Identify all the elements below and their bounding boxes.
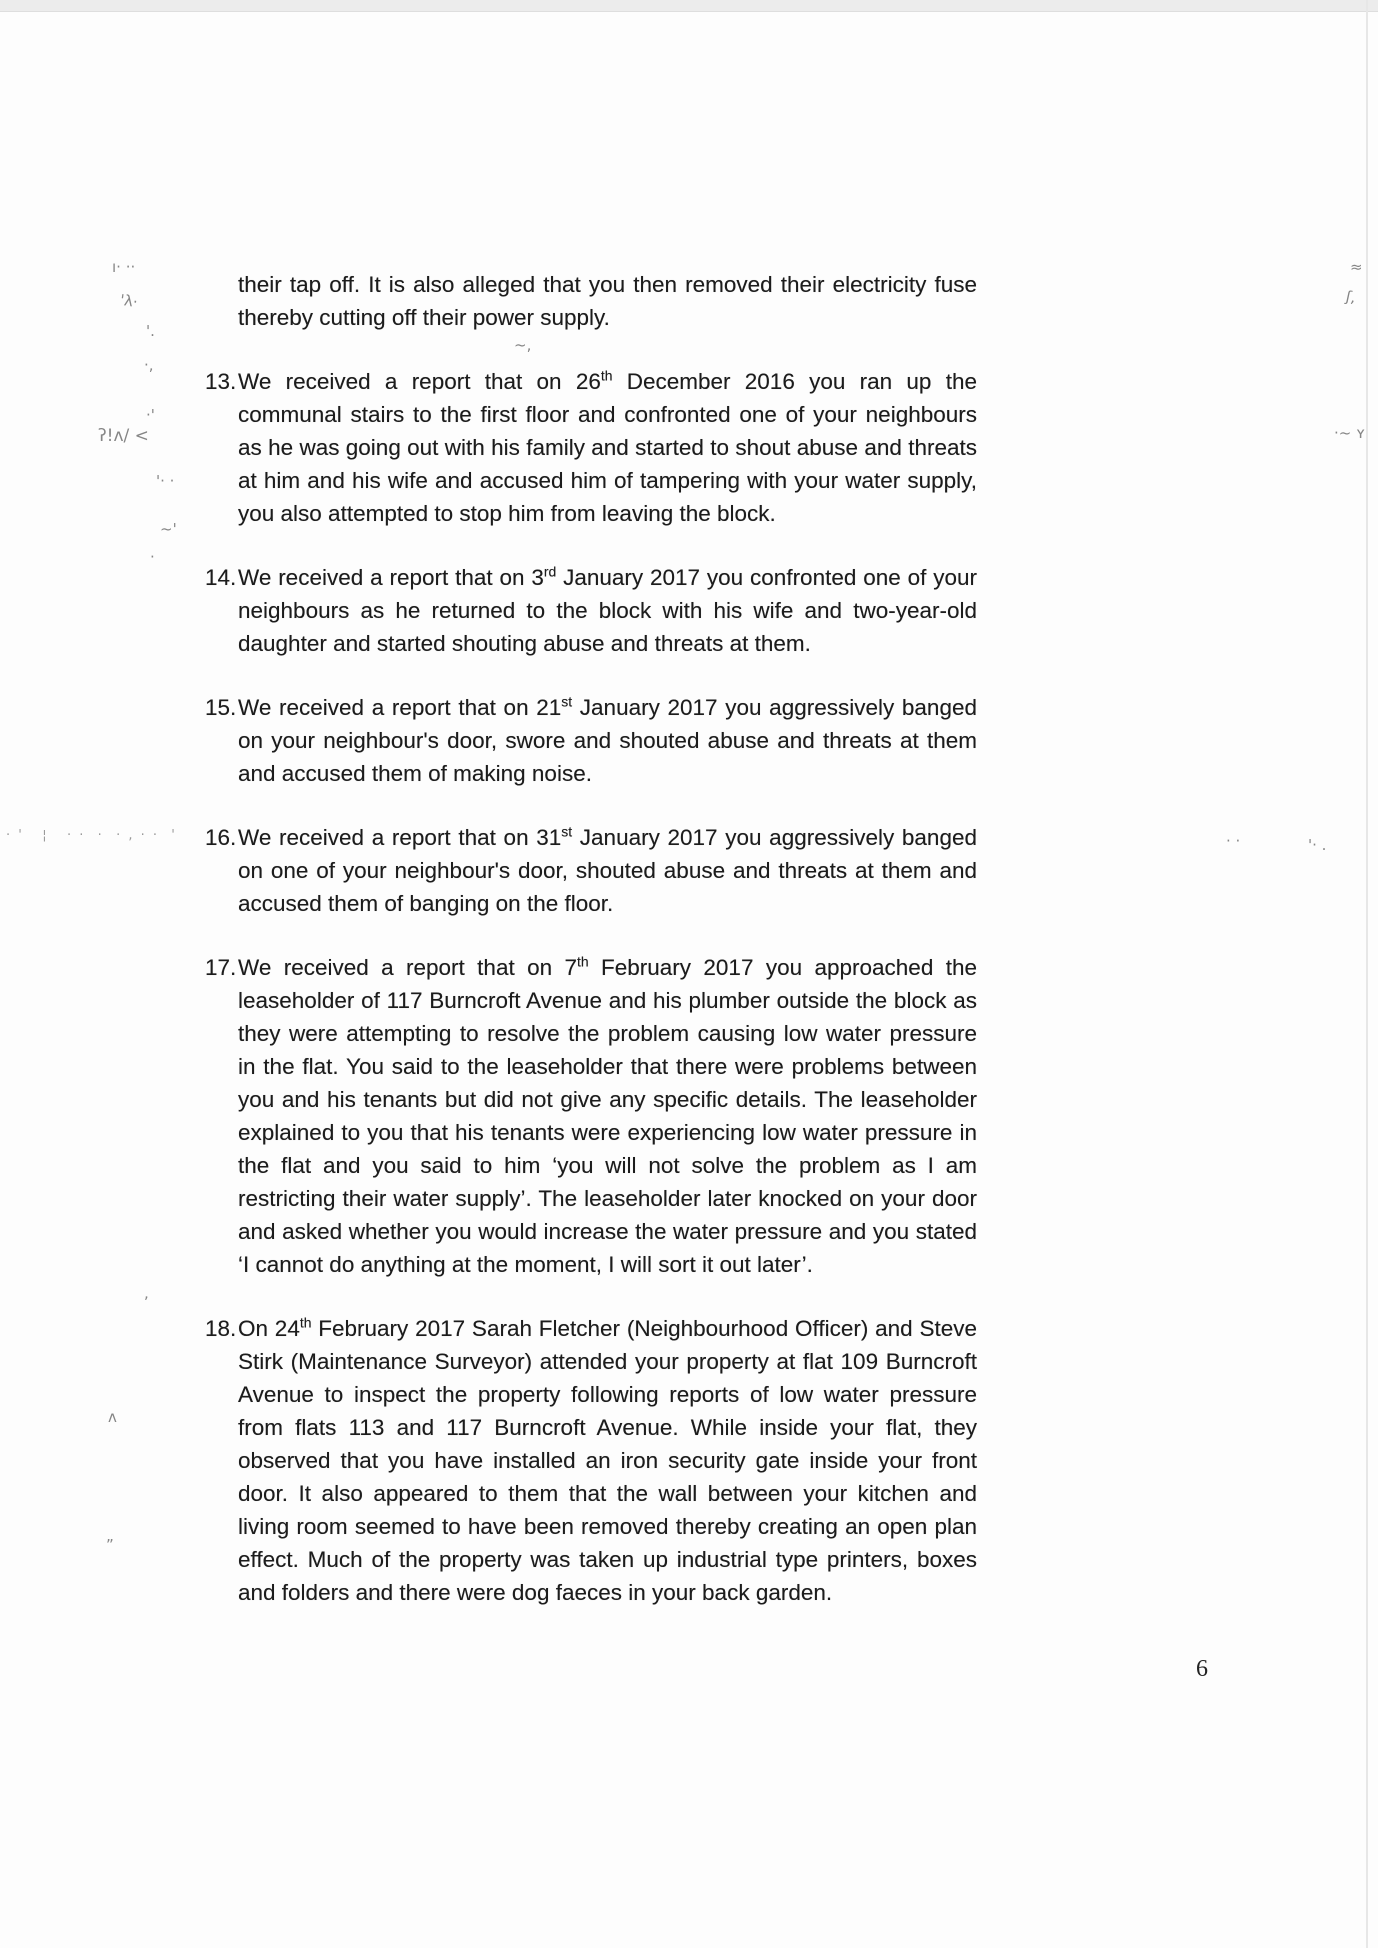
smudge-mark: '· . [1308,836,1327,854]
smudge-mark: ~' [160,520,177,538]
smudge-mark: · ' ¦ · · · · , · · ' [6,828,177,843]
paragraph-number: 17. [205,955,237,980]
smudge-mark: ʔ!ʌ/ < [98,426,149,446]
paragraph-text: December 2016 you ran up the communal stairs to the first floor and confronted one of your neighbours as he was going out with his family and started to shout abuse and threats at him and his wife and accused him of tampering with your water supply, you also attempted to stop him from leaving the block. [238,369,977,526]
ordinal-superscript: st [561,823,573,840]
ordinal-superscript: st [561,693,573,710]
paragraph-number: 15. [205,695,237,720]
ordinal-superscript: th [600,367,613,384]
smudge-mark: · · [1226,832,1241,850]
paragraph-item-18 [205,1312,977,1609]
paragraph-text: On 24 [238,1316,300,1341]
paragraph-text: We received a report that on 31 [238,825,562,850]
paragraph-number: 16. [205,825,237,850]
smudge-mark: 'λ· [118,290,139,312]
smudge-mark: · [150,548,155,566]
smudge-mark: ʌ [108,1408,117,1426]
paragraph-text: February 2017 you approached the leaseholder of 117 Burncroft Avenue and his plumber outside the block as they were attempting to resolve the problem causing low water pressure in the flat. You said to the leaseholder that there were problems between you and his tenants but did not give any specific details. The leaseholder explained to you that his tenants were experiencing low water pressure in the flat and you said to him ‘you will not solve the problem as I am restricting their water supply’. The leaseholder later knocked on your door and asked whether you would increase the water pressure and you stated ‘I cannot do anything at the moment, I will sort it out later’. [238,955,977,1277]
paragraph-number: 13. [205,369,237,394]
paragraph-item-15 [205,691,977,790]
smudge-mark: ·' [146,406,155,424]
paragraph-number: 18. [205,1316,237,1341]
paragraph-text: their tap off. It is also alleged that you then removed their electricity fuse thereby cutting off their power supply. [238,272,977,330]
paragraph-text: We received a report that on 21 [238,695,562,720]
scan-top-edge [0,0,1378,12]
paragraph-text: We received a report that on 26 [238,369,601,394]
paragraph-text: January 2017 you aggressively banged on one of your neighbour's door, shouted abuse and threats at them and accused them of banging on the floor. [238,825,977,916]
smudge-mark: ·, [144,356,154,374]
paragraph-item-17 [205,951,977,1281]
smudge-mark: ı· ·· [112,258,136,276]
ordinal-superscript: rd [543,563,557,580]
ordinal-superscript: th [577,953,589,970]
paragraph-text: January 2017 you confronted one of your neighbours as he returned to the block with his wife and two-year-old daughter and started shouting abuse and threats at them. [238,565,977,656]
paragraph-text: January 2017 you aggressively banged on your neighbour's door, swore and shouted abuse and threats at them and accused them of making noise. [238,695,977,786]
page-number: 6 [1196,1656,1208,1682]
smudge-mark: ~, [514,336,532,354]
smudge-mark: '. [146,322,155,340]
smudge-mark: '· · [156,472,175,490]
paragraph-item-16 [205,821,977,920]
document-text-column [205,268,977,1640]
paragraph-number: 14. [205,565,237,590]
smudge-mark: , [144,1284,149,1302]
continuation-paragraph [205,268,977,334]
paragraph-text: February 2017 Sarah Fletcher (Neighbourhood Officer) and Steve Stirk (Maintenance Surveyor) attended your property at flat 109 Burncroft Avenue to inspect the property following reports of low water pressure from flats 113 and 117 Burncroft Avenue. While inside your flat, they observed that you have installed an iron security gate inside your front door. It also appeared to them that the wall between your kitchen and living room seemed to have been removed thereby creating an open plan effect. Much of the property was taken up industrial type printers, boxes and folders and there were dog faeces in your back garden. [238,1316,978,1605]
ordinal-superscript: th [299,1314,312,1331]
smudge-mark: ≈ [1350,258,1363,276]
paragraph-item-13 [205,365,977,530]
paragraph-text: We received a report that on 3 [238,565,544,590]
smudge-mark: ·~ ʏ [1334,424,1366,442]
scan-right-edge [1366,0,1368,1948]
smudge-mark: ” [106,1536,114,1554]
paragraph-item-14 [205,561,977,660]
paragraph-text: We received a report that on 7 [238,955,577,980]
smudge-mark: ʃ, [1344,287,1358,307]
